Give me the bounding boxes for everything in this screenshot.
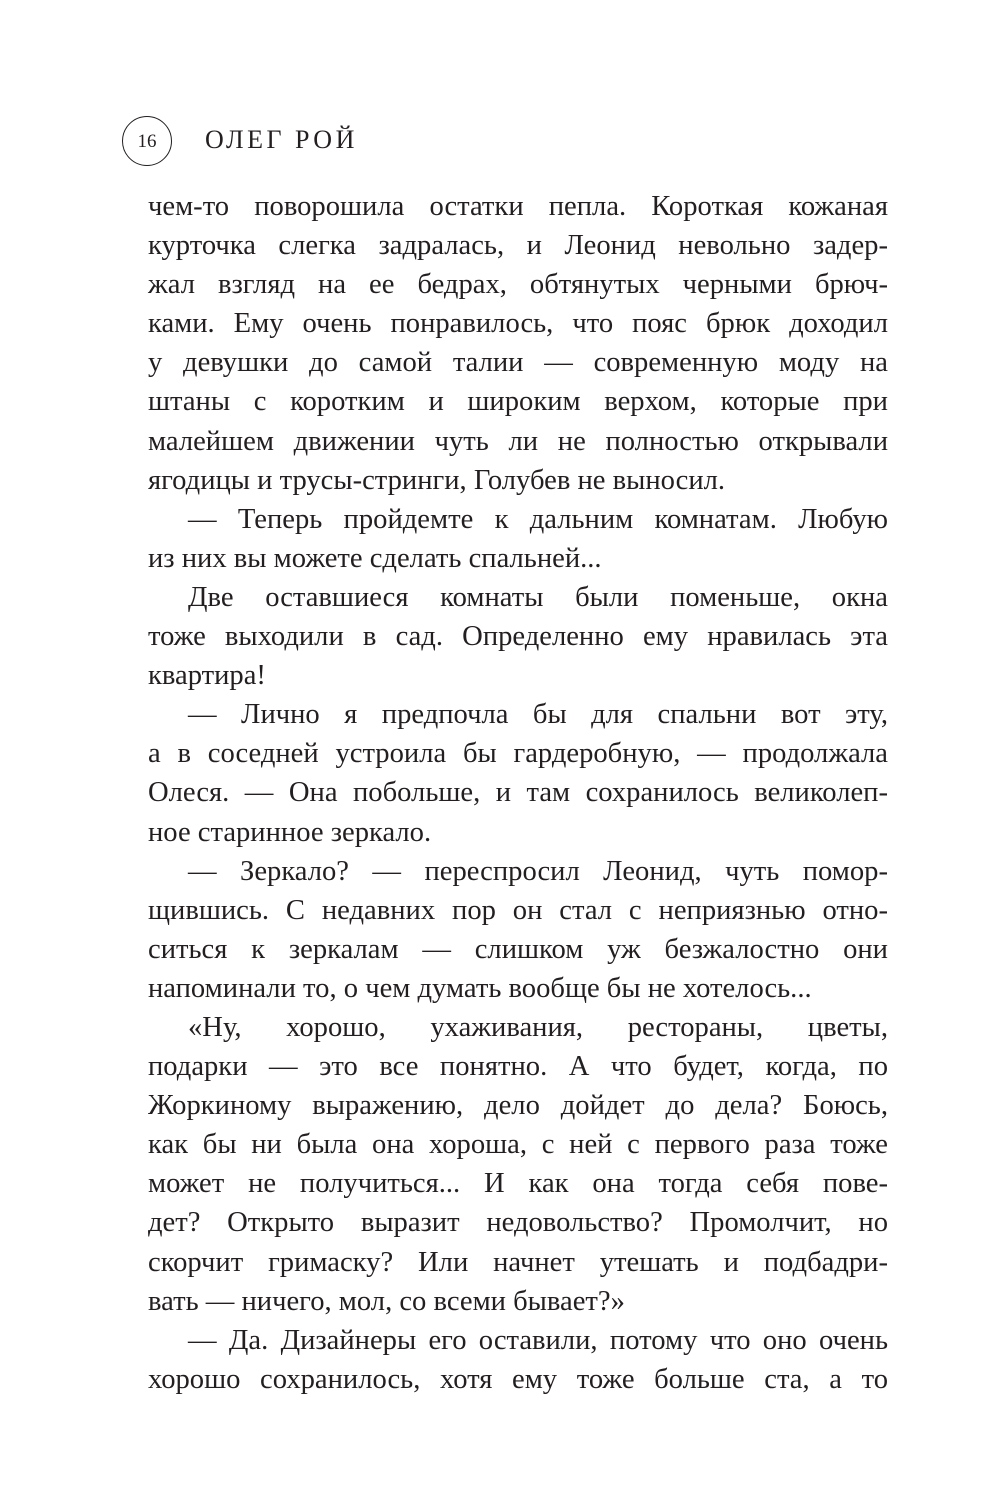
text-line: хорошо сохранилось, хотя ему тоже больше ста, а то bbox=[148, 1363, 888, 1395]
text-line: — Да. Дизайнеры его оставили, потому что оно очень bbox=[188, 1324, 888, 1356]
text-line: Две оставшиеся комнаты были поменьше, окна bbox=[188, 581, 888, 613]
text-line: ное старинное зеркало. bbox=[148, 816, 432, 848]
text-line: чем-то поворошила остатки пепла. Короткая кожаная bbox=[148, 191, 888, 222]
text-line: дет? Открыто выразит недовольство? Промолчит, но bbox=[148, 1207, 888, 1239]
text-line: жал взгляд на ее бедрах, обтянутых черными брюч- bbox=[148, 269, 888, 301]
text-line: Жоркиному выражению, дело дойдет до дела? Боюсь, bbox=[148, 1090, 888, 1122]
text-line: подарки — это все понятно. А что будет, когда, по bbox=[148, 1051, 888, 1083]
page-number-text: 16 bbox=[137, 130, 157, 152]
body-text bbox=[148, 187, 888, 1399]
text-line: — Зеркало? — переспросил Леонид, чуть помор- bbox=[188, 855, 888, 887]
text-line: ситься к зеркалам — слишком уж безжалостно они bbox=[148, 933, 888, 965]
text-line: курточка слегка задралась, и Леонид невольно задер- bbox=[148, 230, 888, 262]
text-line: скорчит гримаску? Или начнет утешать и подбадри- bbox=[148, 1246, 888, 1278]
running-head-author: ОЛЕГ РОЙ bbox=[205, 125, 358, 154]
text-line: малейшем движении чуть ли не полностью открывали bbox=[148, 425, 888, 457]
text-line: — Лично я предпочла бы для спальни вот эту, bbox=[188, 699, 888, 731]
text-line: «Ну, хорошо, ухаживания, рестораны, цветы, bbox=[188, 1011, 888, 1043]
text-line: из них вы можете сделать спальней... bbox=[148, 542, 602, 574]
text-line: у девушки до самой талии — современную моду на bbox=[148, 347, 888, 379]
text-line: тоже выходили в сад. Определенно ему нравилась эта bbox=[148, 621, 888, 653]
text-line: напоминали то, о чем думать вообще бы не хотелось... bbox=[148, 972, 812, 1004]
text-line: а в соседней устроила бы гардеробную, — продолжала bbox=[148, 738, 888, 770]
text-line: штаны с коротким и широким верхом, которые при bbox=[148, 386, 888, 418]
text-line: ягодицы и трусы-стринги, Голубев не выносил. bbox=[148, 464, 726, 496]
text-line: Олеся. — Она побольше, и там сохранилось великолеп- bbox=[148, 777, 888, 809]
text-line: квартира! bbox=[148, 660, 266, 692]
text-line: щившись. С недавних пор он стал с неприязнью отно- bbox=[148, 894, 888, 926]
text-line: ками. Ему очень понравилось, что пояс брюк доходил bbox=[148, 308, 888, 340]
page-number bbox=[122, 116, 172, 166]
text-line: вать — ничего, мол, со всеми бывает?» bbox=[148, 1285, 625, 1317]
text-line: может не получиться... И как она тогда себя пове- bbox=[148, 1168, 888, 1200]
text-line: — Теперь пройдемте к дальним комнатам. Любую bbox=[188, 503, 888, 535]
text-line: как бы ни была она хороша, с ней с первого раза тоже bbox=[148, 1129, 888, 1161]
